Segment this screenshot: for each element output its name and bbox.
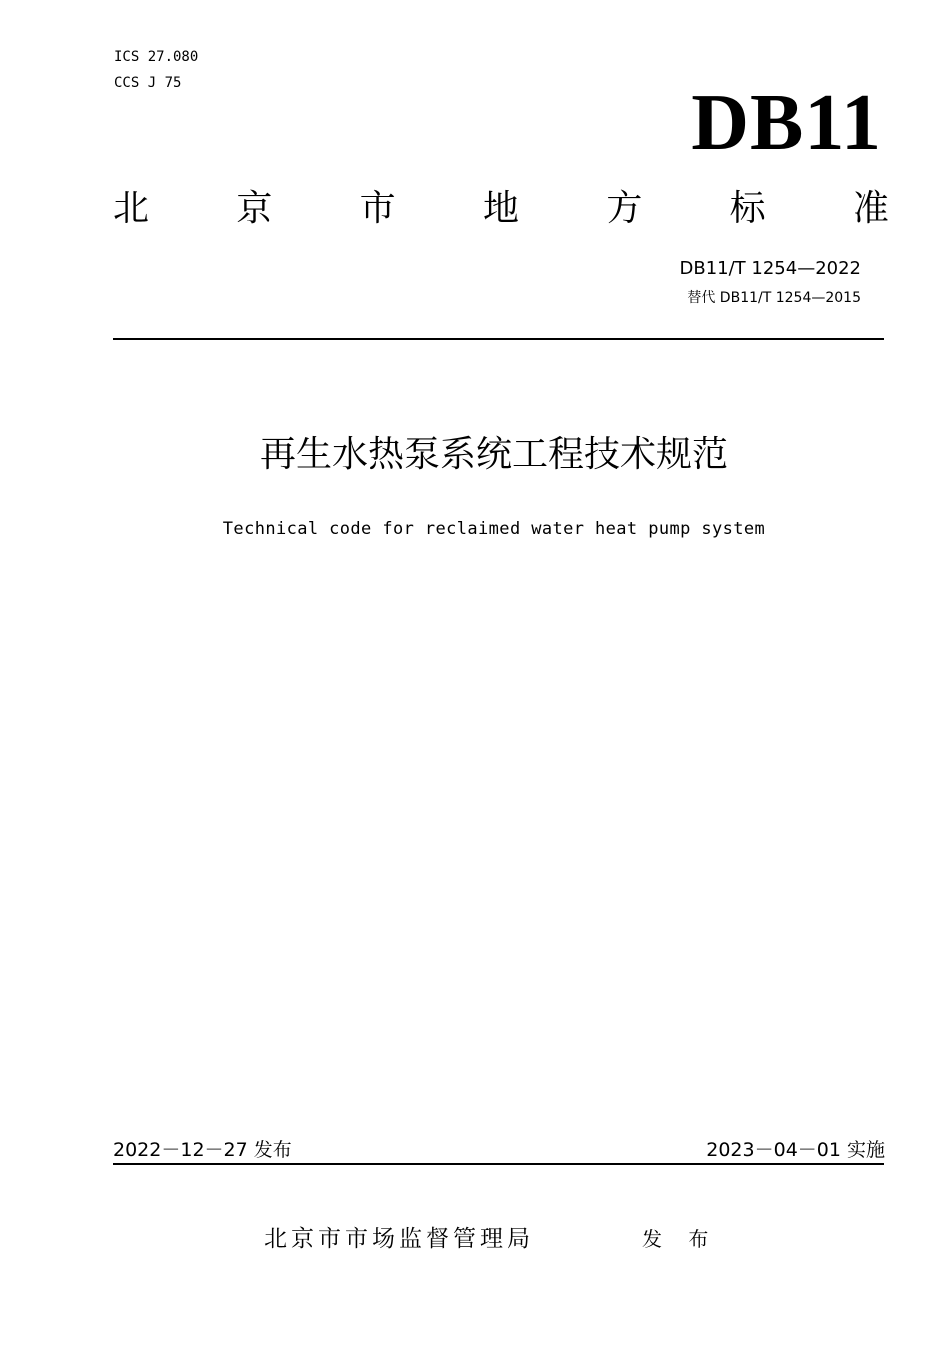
title-char: 准 [852, 188, 889, 229]
effective-date: 2023－04－01 实施 [706, 1139, 885, 1161]
standard-number: DB11/T 1254—2022 [679, 258, 861, 279]
title-char: 地 [482, 188, 519, 229]
title-char: 标 [729, 188, 766, 229]
title-char: 方 [606, 188, 643, 229]
ccs-code: CCS J 75 [114, 75, 182, 91]
document-title-en: Technical code for reclaimed water heat pump system [222, 519, 766, 539]
document-title-cn: 再生水热泵系统工程技术规范 [259, 434, 728, 475]
issue-label: 发 布 [642, 1227, 719, 1251]
title-char: 京 [236, 188, 273, 229]
title-char: 市 [359, 188, 396, 229]
issuing-authority: 北京市市场监督管理局 [264, 1226, 534, 1252]
publish-date: 2022－12－27 发布 [113, 1139, 292, 1161]
standard-category-title [113, 188, 889, 230]
db11-logo: DB11 [691, 79, 882, 167]
footer-divider [113, 1163, 884, 1165]
ics-code: ICS 27.080 [114, 49, 199, 65]
header-divider [113, 338, 884, 340]
replaced-standard: 替代 DB11/T 1254—2015 [687, 290, 861, 306]
title-char: 北 [113, 188, 150, 229]
